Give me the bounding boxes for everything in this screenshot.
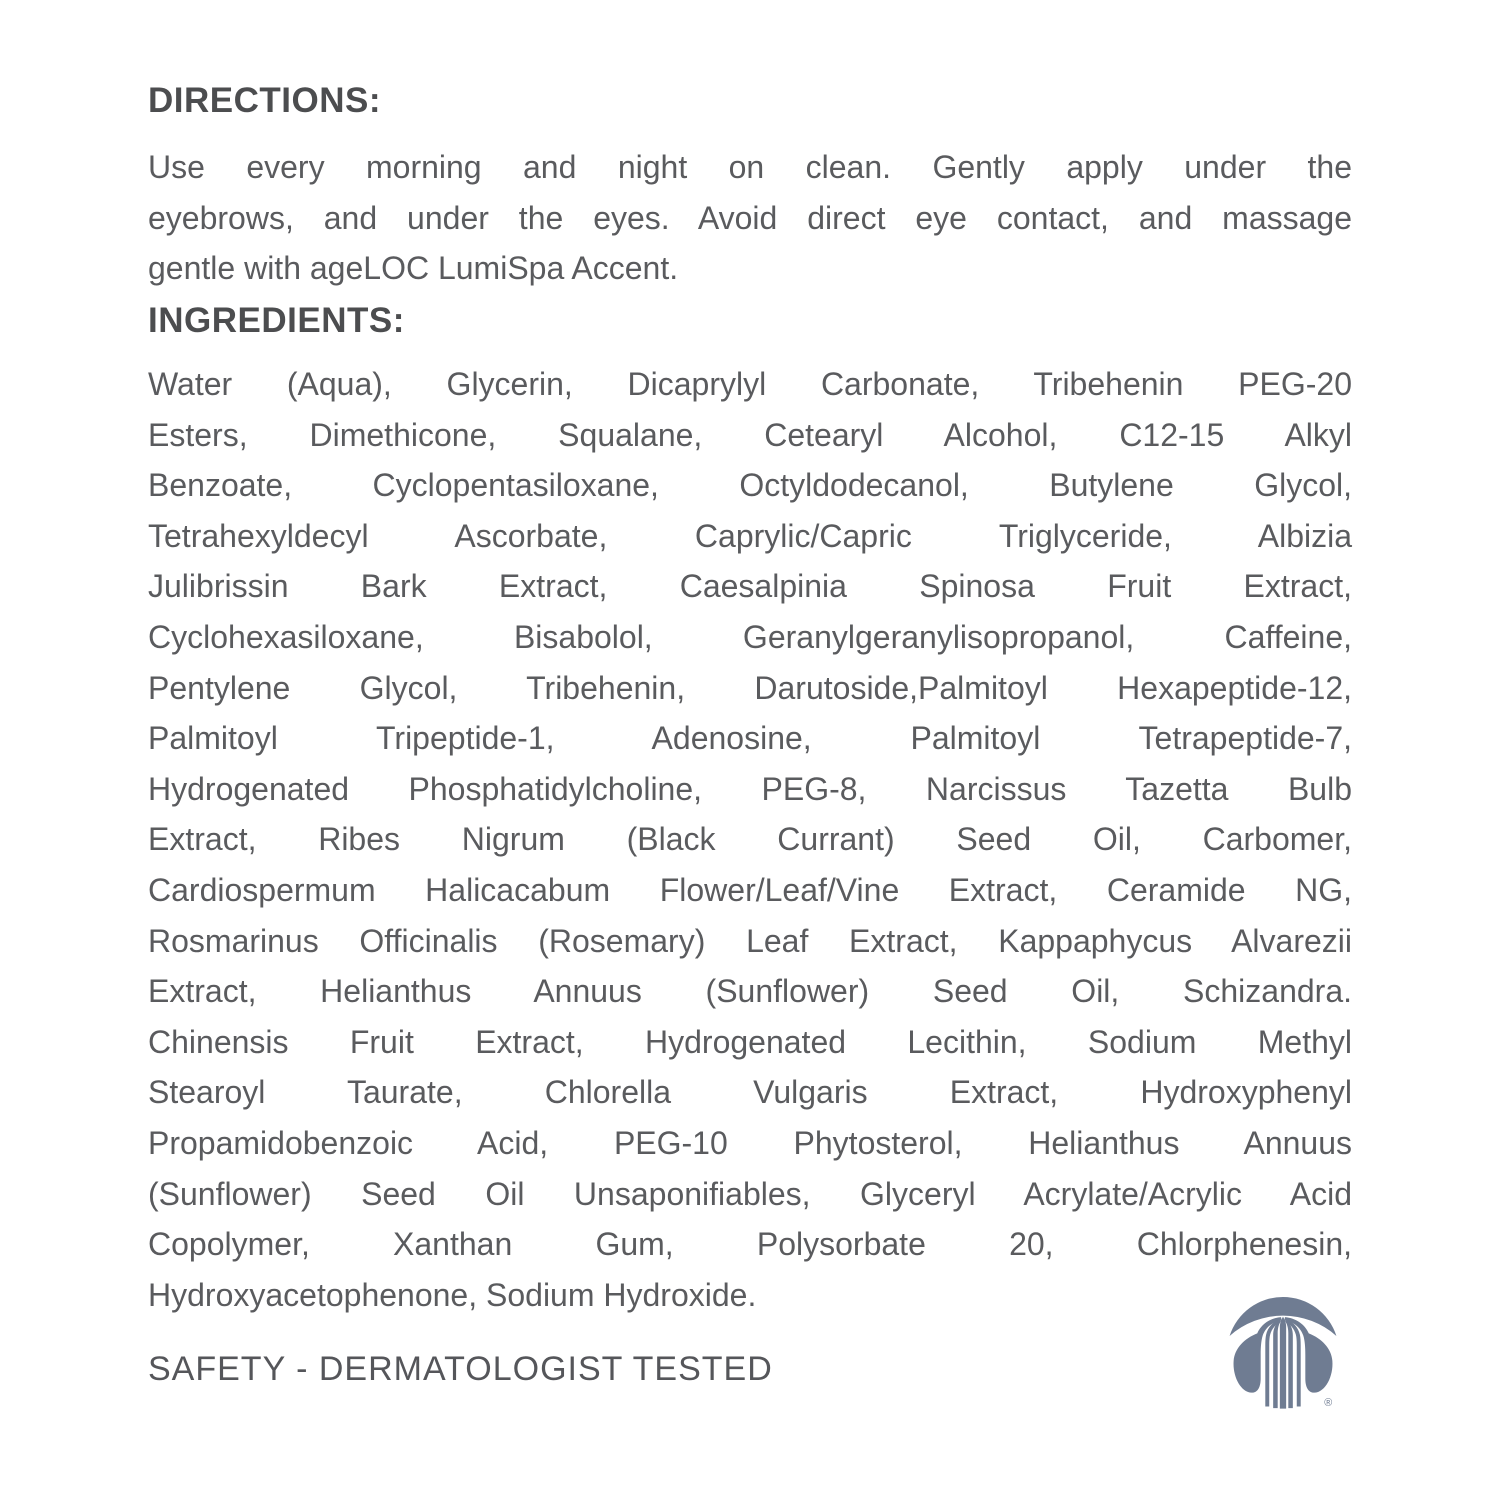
text-line: Propamidobenzoic Acid, PEG-10 Phytosterol, Helianthus Annuus — [148, 1124, 1352, 1161]
text-line: Hydrogenated Phosphatidylcholine, PEG-8, Narcissus Tazetta Bulb — [148, 770, 1352, 807]
text-line: Cardiospermum Halicacabum Flower/Leaf/Vine Extract, Ceramide NG, — [148, 871, 1352, 908]
text-line: Benzoate, Cyclopentasiloxane, Octyldodecanol, Butylene Glycol, — [148, 467, 1352, 504]
text-line: Pentylene Glycol, Tribehenin, Darutoside,Palmitoyl Hexapeptide-12, — [148, 669, 1352, 706]
text-line: Water (Aqua), Glycerin, Dicaprylyl Carbonate, Tribehenin PEG-20 — [148, 366, 1352, 402]
text-line: Palmitoyl Tripeptide-1, Adenosine, Palmitoyl Tetrapeptide-7, — [148, 720, 1352, 757]
text-line: Esters, Dimethicone, Squalane, Cetearyl Alcohol, C12-15 Alkyl — [148, 416, 1352, 453]
text-line: eyebrows, and under the eyes. Avoid direct eye contact, and massage — [148, 199, 1352, 236]
ingredients-paragraph — [148, 359, 1352, 1320]
safety-statement: SAFETY - DERMATOLOGIST TESTED — [148, 1350, 773, 1388]
text-line: (Sunflower) Seed Oil Unsaponifiables, Glyceryl Acrylate/Acrylic Acid — [148, 1175, 1352, 1212]
ingredients-heading: INGREDIENTS: — [148, 301, 405, 340]
text-line: Extract, Ribes Nigrum (Black Currant) Seed Oil, Carbomer, — [148, 821, 1352, 858]
directions-heading: DIRECTIONS: — [148, 81, 381, 120]
text-line: Tetrahexyldecyl Ascorbate, Caprylic/Capric Triglyceride, Albizia — [148, 517, 1352, 554]
text-line: Hydroxyacetophenone, Sodium Hydroxide. — [148, 1276, 757, 1313]
text-line: Extract, Helianthus Annuus (Sunflower) Seed Oil, Schizandra. — [148, 973, 1352, 1010]
text-line: Cyclohexasiloxane, Bisabolol, Geranylgeranylisopropanol, Caffeine, — [148, 618, 1352, 655]
text-line: Chinensis Fruit Extract, Hydrogenated Lecithin, Sodium Methyl — [148, 1023, 1352, 1060]
registered-trademark-icon: ® — [1324, 1397, 1333, 1410]
text-line: Use every morning and night on clean. Gently apply under the — [148, 149, 1352, 185]
directions-paragraph — [148, 142, 1352, 294]
text-line: Stearoyl Taurate, Chlorella Vulgaris Extract, Hydroxyphenyl — [148, 1074, 1352, 1111]
text-line: Copolymer, Xanthan Gum, Polysorbate 20, Chlorphenesin, — [148, 1226, 1352, 1263]
nu-skin-fountain-logo-icon — [1224, 1294, 1342, 1412]
text-line: Rosmarinus Officinalis (Rosemary) Leaf Extract, Kappaphycus Alvarezii — [148, 922, 1352, 959]
text-line: gentle with ageLOC LumiSpa Accent. — [148, 250, 679, 287]
text-line: Julibrissin Bark Extract, Caesalpinia Spinosa Fruit Extract, — [148, 568, 1352, 605]
